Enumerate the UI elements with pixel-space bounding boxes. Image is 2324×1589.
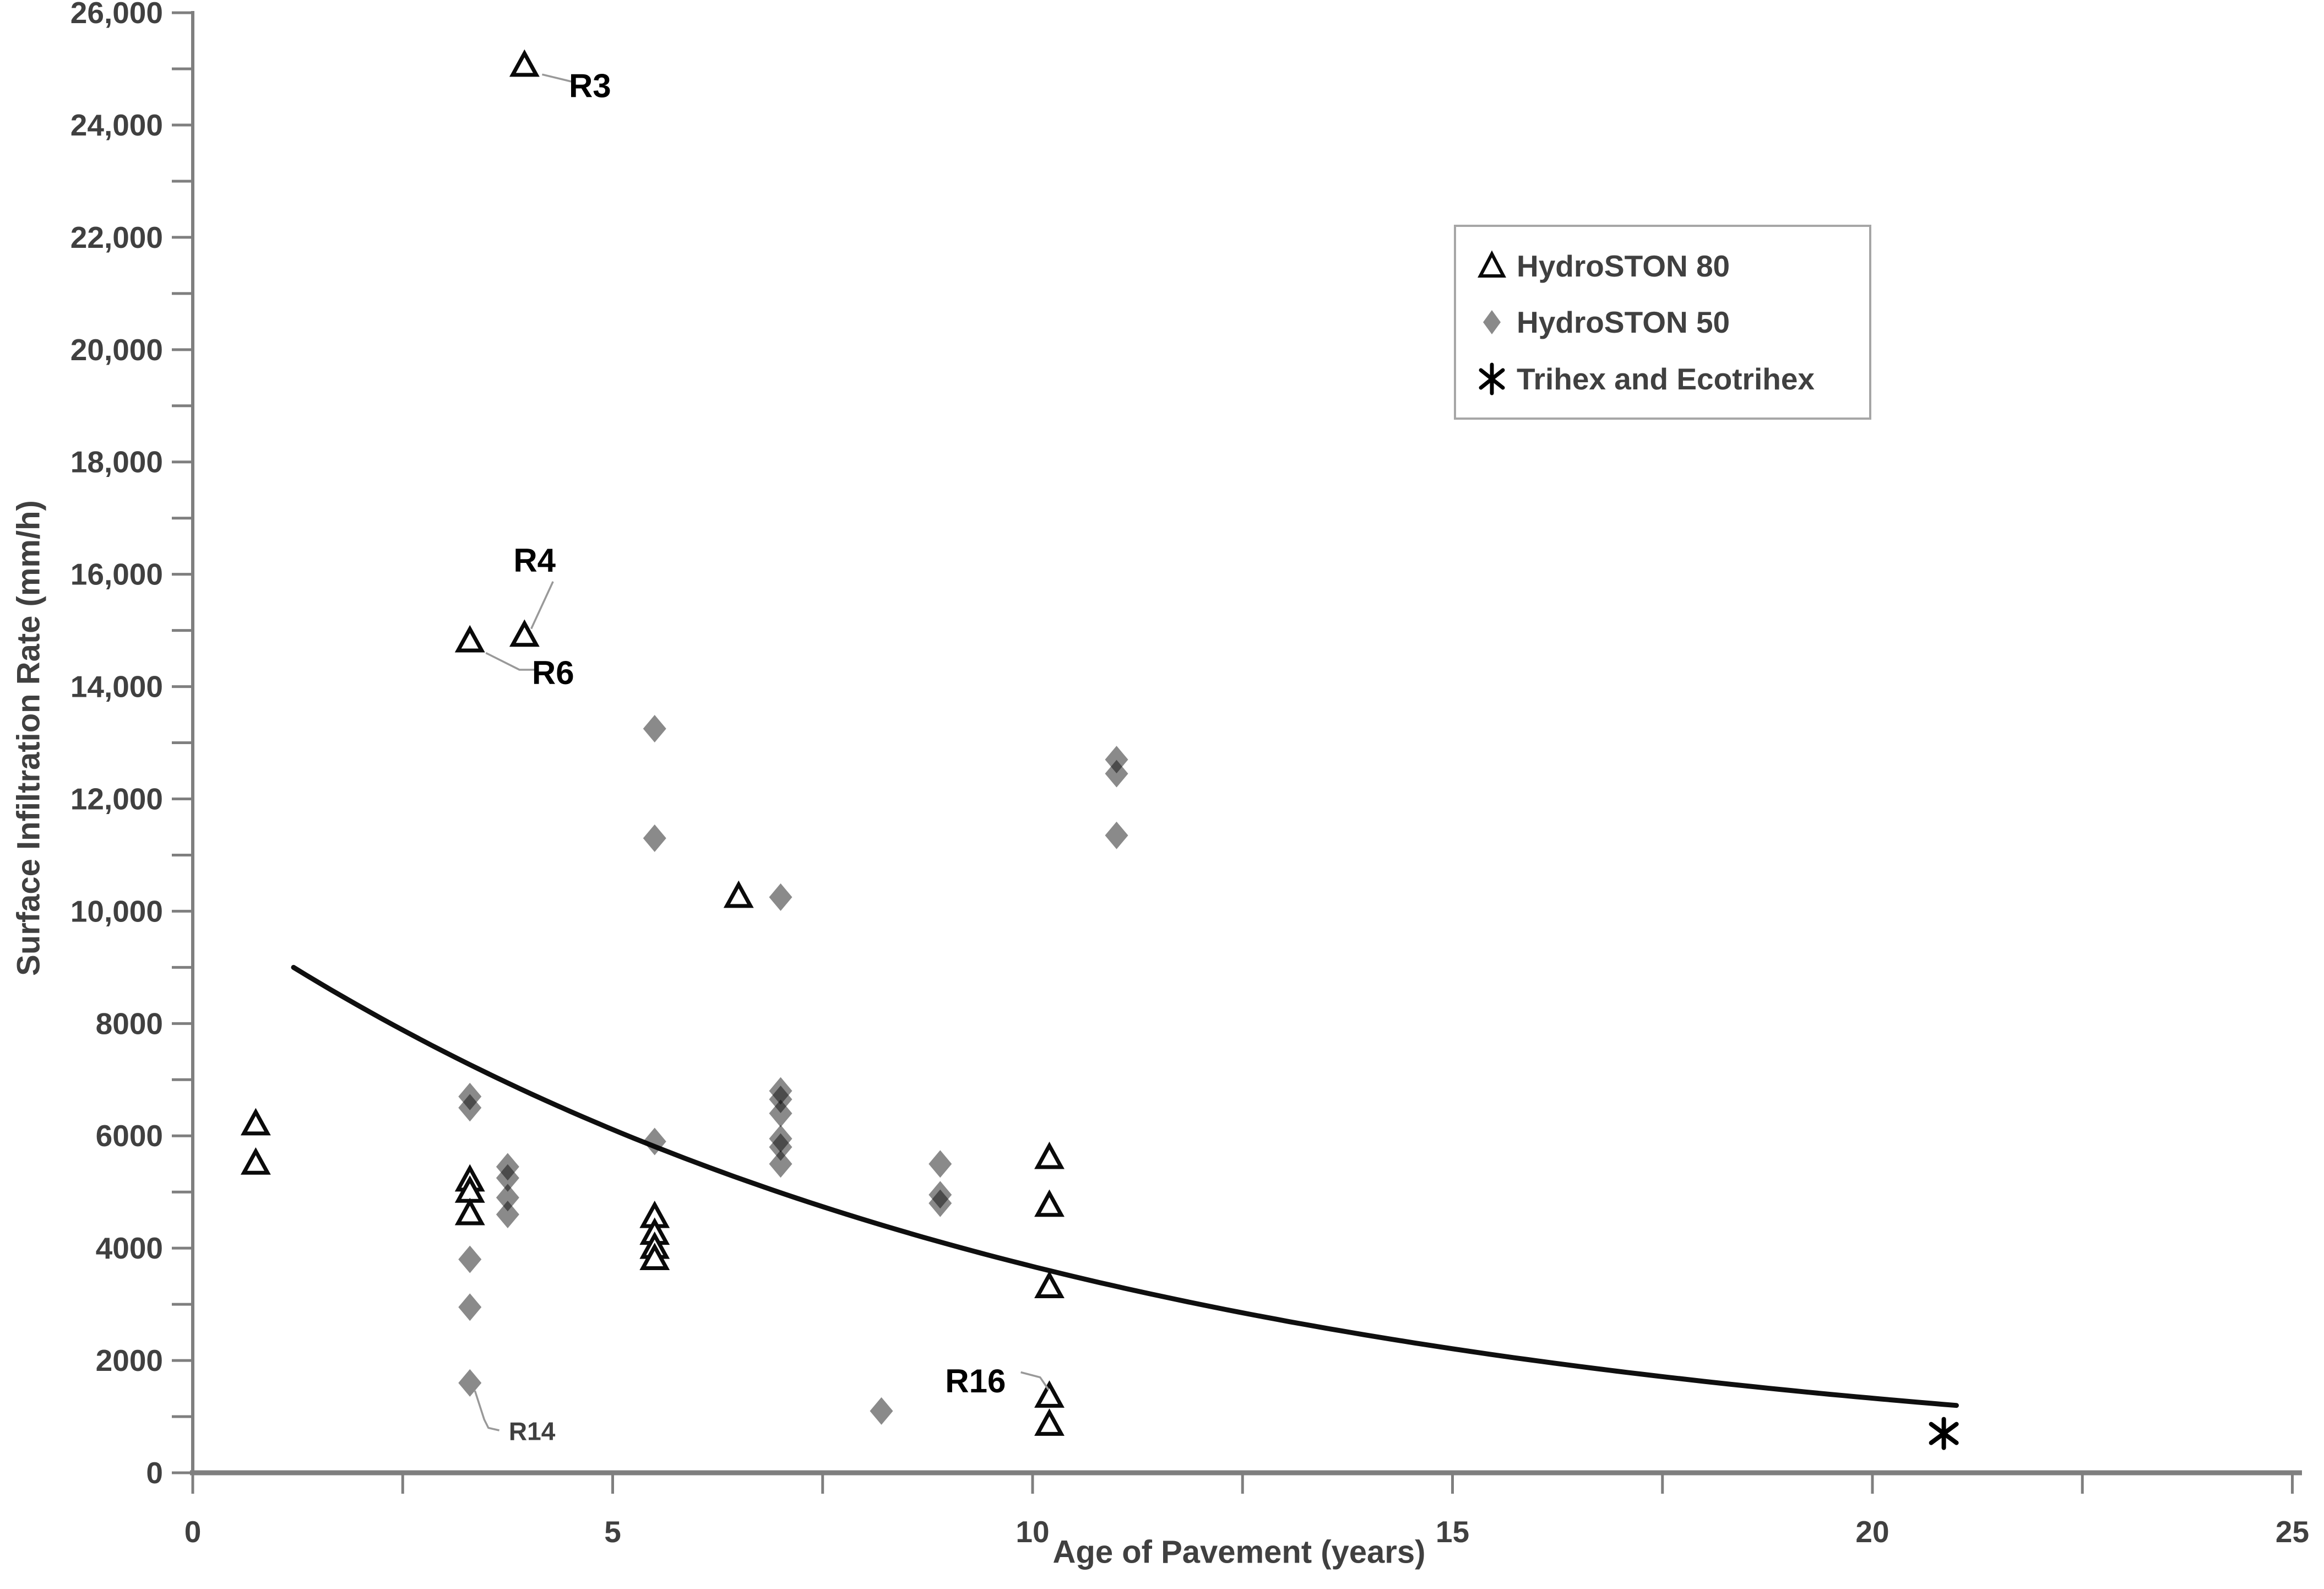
diamond-filled-icon <box>1475 305 1509 339</box>
annotation-leader-R3 <box>542 74 572 82</box>
data-point-hydroston-50 <box>1105 822 1128 849</box>
y-tick-label: 14,000 <box>70 669 163 704</box>
data-point-hydroston-80 <box>1038 1384 1061 1406</box>
y-tick-label: 20,000 <box>70 332 163 367</box>
annotation-label-R3: R3 <box>568 67 611 105</box>
data-point-hydroston-50 <box>769 1099 792 1127</box>
data-point-hydroston-80 <box>458 1202 482 1223</box>
annotation-label-R4: R4 <box>513 542 556 579</box>
annotation-leader-R14 <box>475 1391 499 1430</box>
x-tick-label: 0 <box>184 1515 202 1549</box>
y-tick-label: 10,000 <box>70 894 163 929</box>
data-point-hydroston-50 <box>769 883 792 911</box>
data-point-hydroston-80 <box>1038 1146 1061 1167</box>
data-point-hydroston-50 <box>643 715 666 742</box>
data-point-hydroston-80 <box>244 1151 268 1173</box>
x-tick-label: 15 <box>1435 1515 1470 1549</box>
annotation-label-R16: R16 <box>945 1362 1006 1400</box>
data-point-hydroston-80 <box>244 1112 268 1134</box>
y-tick-label: 22,000 <box>70 220 163 254</box>
data-point-hydroston-80 <box>1038 1194 1061 1215</box>
data-point-hydroston-50 <box>458 1369 481 1397</box>
x-tick-label: 25 <box>2275 1515 2310 1549</box>
data-point-hydroston-80 <box>1038 1275 1061 1297</box>
legend-item-hydroston-80 <box>1475 248 1869 284</box>
legend-item-hydroston-50 <box>1475 305 1869 340</box>
legend-item-trihex <box>1475 361 1869 397</box>
y-tick-label: 26,000 <box>70 0 163 30</box>
x-tick-label: 5 <box>604 1515 621 1549</box>
legend-label: HydroSTON 80 <box>1517 248 1730 283</box>
annotation-leader-R6 <box>486 653 535 670</box>
data-point-hydroston-50 <box>643 825 666 852</box>
x-tick-label: 20 <box>1855 1515 1889 1549</box>
data-point-hydroston-80 <box>1038 1412 1061 1434</box>
data-point-hydroston-50 <box>1105 760 1128 788</box>
y-tick-label: 0 <box>146 1456 163 1490</box>
legend-box <box>1454 225 1871 420</box>
y-tick-label: 12,000 <box>70 782 163 816</box>
annotation-leader-R4 <box>531 582 553 629</box>
data-point-hydroston-50 <box>458 1293 481 1321</box>
data-point-hydroston-50 <box>496 1201 519 1228</box>
data-point-hydroston-50 <box>458 1246 481 1273</box>
y-tick-label: 6000 <box>95 1119 163 1153</box>
data-point-hydroston-80 <box>458 629 482 650</box>
y-tick-label: 16,000 <box>70 557 163 592</box>
data-point-hydroston-50 <box>928 1150 952 1178</box>
x-axis-title: Age of Pavement (years) <box>1052 1534 1426 1570</box>
y-tick-label: 18,000 <box>70 444 163 479</box>
legend-label: Trihex and Ecotrihex <box>1517 361 1815 396</box>
data-point-hydroston-80 <box>513 53 536 75</box>
y-tick-label: 8000 <box>95 1006 163 1041</box>
triangle-open-icon <box>1475 249 1509 283</box>
asterisk-icon <box>1475 362 1509 396</box>
annotation-label-R6: R6 <box>531 654 574 692</box>
data-point-hydroston-50 <box>769 1150 792 1178</box>
y-tick-label: 24,000 <box>70 107 163 142</box>
y-axis-title: Surface Infiltration Rate (mm/h) <box>10 500 47 976</box>
data-point-hydroston-50 <box>870 1397 893 1425</box>
trendline <box>294 967 1957 1405</box>
annotation-leader-R16 <box>1021 1373 1049 1390</box>
data-point-hydroston-80 <box>727 885 751 906</box>
y-tick-label: 2000 <box>95 1343 163 1378</box>
legend-label: HydroSTON 50 <box>1517 305 1730 339</box>
y-tick-label: 4000 <box>95 1231 163 1266</box>
annotation-label-R14: R14 <box>508 1417 556 1446</box>
x-tick-label: 10 <box>1016 1515 1050 1549</box>
